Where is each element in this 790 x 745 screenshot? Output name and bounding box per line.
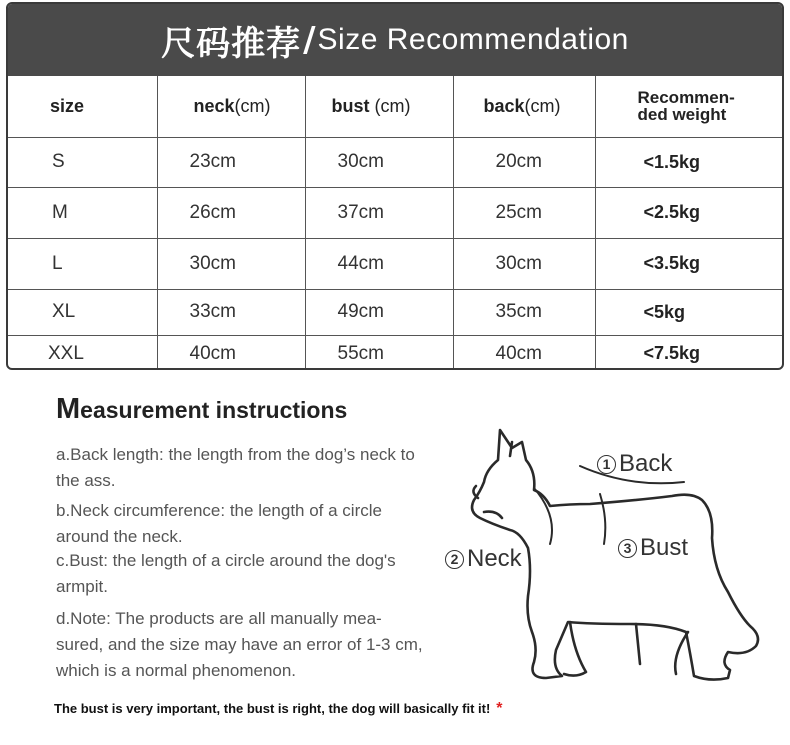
cell-weight: <7.5kg bbox=[595, 335, 782, 370]
cell-neck: 40cm bbox=[157, 335, 305, 370]
cell-size: M bbox=[8, 187, 157, 238]
table-row bbox=[8, 187, 782, 238]
header-back: back(cm) bbox=[453, 76, 595, 137]
cell-bust: 55cm bbox=[305, 335, 453, 370]
neck-label: 2 Neck bbox=[445, 545, 522, 573]
header-weight: Recommen- ded weight bbox=[595, 76, 782, 137]
cell-weight: <1.5kg bbox=[595, 137, 782, 187]
cell-back: 25cm bbox=[453, 187, 595, 238]
size-table bbox=[8, 76, 782, 370]
cell-neck: 30cm bbox=[157, 238, 305, 289]
table-row bbox=[8, 335, 782, 370]
cell-bust: 30cm bbox=[305, 137, 453, 187]
number-2-icon: 2 bbox=[445, 550, 464, 569]
bust-label: 3 Bust bbox=[618, 534, 688, 562]
cell-weight: <5kg bbox=[595, 289, 782, 335]
cell-weight: <3.5kg bbox=[595, 238, 782, 289]
header-bust: bust (cm) bbox=[305, 76, 453, 137]
number-1-icon: 1 bbox=[597, 455, 616, 474]
back-label: 1 Back bbox=[597, 450, 672, 478]
cell-size: XL bbox=[8, 289, 157, 335]
header-neck: neck(cm) bbox=[157, 76, 305, 137]
size-chart-frame bbox=[6, 2, 784, 370]
header-size: size bbox=[8, 76, 157, 137]
cell-bust: 44cm bbox=[305, 238, 453, 289]
cell-size: L bbox=[8, 238, 157, 289]
instruction-neck: b.Neck circumference: the length of a circle around the neck. bbox=[56, 501, 382, 546]
cell-bust: 49cm bbox=[305, 289, 453, 335]
cell-back: 20cm bbox=[453, 137, 595, 187]
instruction-bust: c.Bust: the length of a circle around the dog's armpit. bbox=[56, 551, 396, 596]
cell-size: XXL bbox=[8, 335, 157, 370]
instructions-title: Measurement instructions bbox=[56, 393, 348, 425]
asterisk-icon: * bbox=[496, 700, 503, 717]
title-english: Size Recommendation bbox=[317, 23, 629, 56]
cell-back: 40cm bbox=[453, 335, 595, 370]
cell-bust: 37cm bbox=[305, 187, 453, 238]
table-row bbox=[8, 137, 782, 187]
chart-header bbox=[8, 4, 782, 76]
title-separator: / bbox=[303, 20, 316, 60]
cell-back: 35cm bbox=[453, 289, 595, 335]
cell-size: S bbox=[8, 137, 157, 187]
cell-neck: 26cm bbox=[157, 187, 305, 238]
cell-neck: 33cm bbox=[157, 289, 305, 335]
bust-note: The bust is very important, the bust is right, the dog will basically fit it! * bbox=[54, 700, 503, 717]
instruction-back: a.Back length: the length from the dog’s neck to the ass. bbox=[56, 445, 415, 490]
table-row bbox=[8, 238, 782, 289]
table-row bbox=[8, 289, 782, 335]
title-chinese: 尺码推荐 bbox=[161, 23, 302, 64]
cell-back: 30cm bbox=[453, 238, 595, 289]
cell-weight: <2.5kg bbox=[595, 187, 782, 238]
cell-neck: 23cm bbox=[157, 137, 305, 187]
number-3-icon: 3 bbox=[618, 539, 637, 558]
table-header-row bbox=[8, 76, 782, 137]
instruction-note: d.Note: The products are all manually mea-sured, and the size may have an error of 1-3 cm, which is a normal phenomenon. bbox=[56, 609, 423, 680]
